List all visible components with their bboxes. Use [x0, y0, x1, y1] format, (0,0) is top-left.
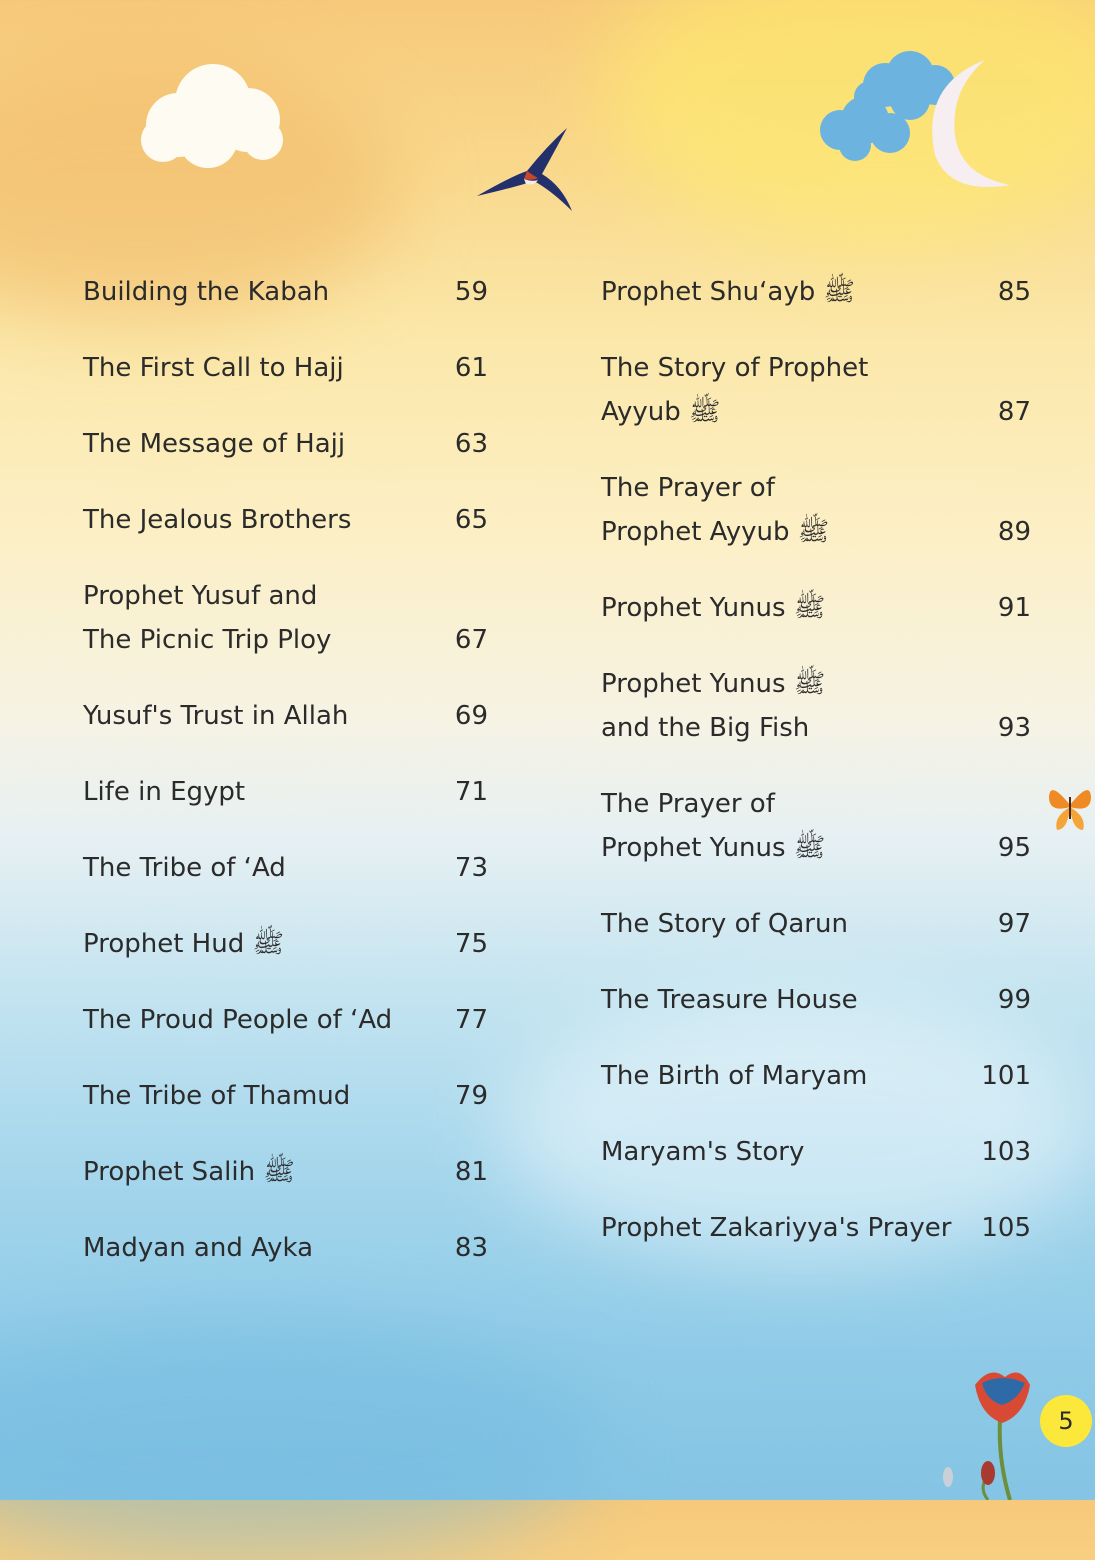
swallow-bird-icon [472, 126, 582, 216]
toc-entry-page: 87 [997, 397, 1031, 427]
toc-entry[interactable] [83, 998, 493, 1042]
toc-entry-page: 103 [981, 1137, 1031, 1167]
toc-entry-page: 75 [454, 929, 488, 959]
toc-entry-title: Prophet Yunus ﷺ [601, 593, 826, 623]
toc-entry-title: Prophet Zakariyya's Prayer [601, 1213, 952, 1243]
toc-entry-page: 91 [997, 593, 1031, 623]
background-wash [0, 1320, 600, 1560]
toc-entry-title: The Tribe of Thamud [83, 1081, 351, 1111]
toc-entry-page: 63 [454, 429, 488, 459]
toc-right-column [601, 270, 1031, 1250]
toc-entry-title: The Treasure House [601, 985, 858, 1015]
toc-entry-title: The Tribe of ‘Ad [83, 853, 286, 883]
toc-entry[interactable] [601, 1206, 1031, 1250]
toc-entry-page: 101 [981, 1061, 1031, 1091]
toc-entry-title: Prophet Salih ﷺ [83, 1157, 295, 1187]
toc-entry[interactable] [601, 466, 1031, 554]
toc-entry-title: The Birth of Maryam [601, 1061, 868, 1091]
toc-entry-page: 95 [997, 833, 1031, 863]
toc-entry[interactable] [601, 1130, 1031, 1174]
toc-entry-page: 79 [454, 1081, 488, 1111]
toc-entry-page: 93 [997, 713, 1031, 743]
toc-entry-page: 83 [454, 1233, 488, 1263]
toc-entry-title: Life in Egypt [83, 777, 246, 807]
toc-entry-title: Prophet Yusuf and The Picnic Trip Ploy [83, 581, 332, 655]
toc-entry[interactable] [83, 1074, 493, 1118]
toc-entry[interactable] [83, 270, 493, 314]
toc-entry[interactable] [83, 498, 493, 542]
toc-entry-title: The Prayer of Prophet Ayyub ﷺ [601, 473, 830, 547]
butterfly-icon [1045, 775, 1095, 835]
toc-entry-page: 67 [454, 625, 488, 655]
toc-entry[interactable] [601, 1054, 1031, 1098]
toc-entry[interactable] [83, 1150, 493, 1194]
toc-entry-title: The Proud People of ‘Ad [83, 1005, 393, 1035]
toc-entry[interactable] [601, 978, 1031, 1022]
toc-entry-title: Maryam's Story [601, 1137, 805, 1167]
toc-entry-page: 65 [454, 505, 488, 535]
toc-entry-title: The Story of Prophet Ayyub ﷺ [601, 353, 869, 427]
toc-entry[interactable] [83, 922, 493, 966]
toc-entry[interactable] [83, 770, 493, 814]
toc-entry-title: The Jealous Brothers [83, 505, 352, 535]
toc-entry-page: 81 [454, 1157, 488, 1187]
toc-entry-page: 61 [454, 353, 488, 383]
toc-entry-page: 73 [454, 853, 488, 883]
toc-entry-title: Madyan and Ayka [83, 1233, 314, 1263]
toc-entry-page: 59 [454, 277, 488, 307]
lotus-flower-icon [930, 1365, 1040, 1500]
toc-entry-page: 77 [454, 1005, 488, 1035]
toc-entry-title: The Prayer of Prophet Yunus ﷺ [601, 789, 826, 863]
cloud-icon [138, 60, 288, 170]
toc-entry[interactable] [83, 846, 493, 890]
toc-entry-page: 71 [454, 777, 488, 807]
toc-entry[interactable] [601, 270, 1031, 314]
toc-entry-page: 105 [981, 1213, 1031, 1243]
toc-left-column [83, 270, 493, 1270]
page-number-badge: 5 [1040, 1395, 1092, 1447]
toc-entry-page: 85 [997, 277, 1031, 307]
toc-entry-page: 97 [997, 909, 1031, 939]
toc-entry-title: The First Call to Hajj [83, 353, 344, 383]
toc-entry-title: Prophet Yunus ﷺ and the Big Fish [601, 669, 826, 743]
toc-entry[interactable] [83, 1226, 493, 1270]
toc-entry-title: Prophet Hud ﷺ [83, 929, 284, 959]
toc-entry-title: Building the Kabah [83, 277, 330, 307]
toc-entry-title: The Story of Qarun [601, 909, 848, 939]
toc-entry[interactable] [83, 422, 493, 466]
crescent-moon-icon [810, 45, 1050, 215]
toc-entry[interactable] [601, 346, 1031, 434]
toc-entry[interactable] [83, 574, 493, 662]
toc-entry-page: 69 [454, 701, 488, 731]
toc-entry[interactable] [601, 662, 1031, 750]
toc-entry-title: Prophet Shu‘ayb ﷺ [601, 277, 855, 307]
toc-entry[interactable] [601, 902, 1031, 946]
toc-entry-page: 99 [997, 985, 1031, 1015]
toc-entry-title: Yusuf's Trust in Allah [83, 701, 349, 731]
toc-entry[interactable] [601, 782, 1031, 870]
toc-entry[interactable] [83, 346, 493, 390]
toc-entry[interactable] [83, 694, 493, 738]
toc-entry[interactable] [601, 586, 1031, 630]
toc-entry-title: The Message of Hajj [83, 429, 346, 459]
toc-entry-page: 89 [997, 517, 1031, 547]
